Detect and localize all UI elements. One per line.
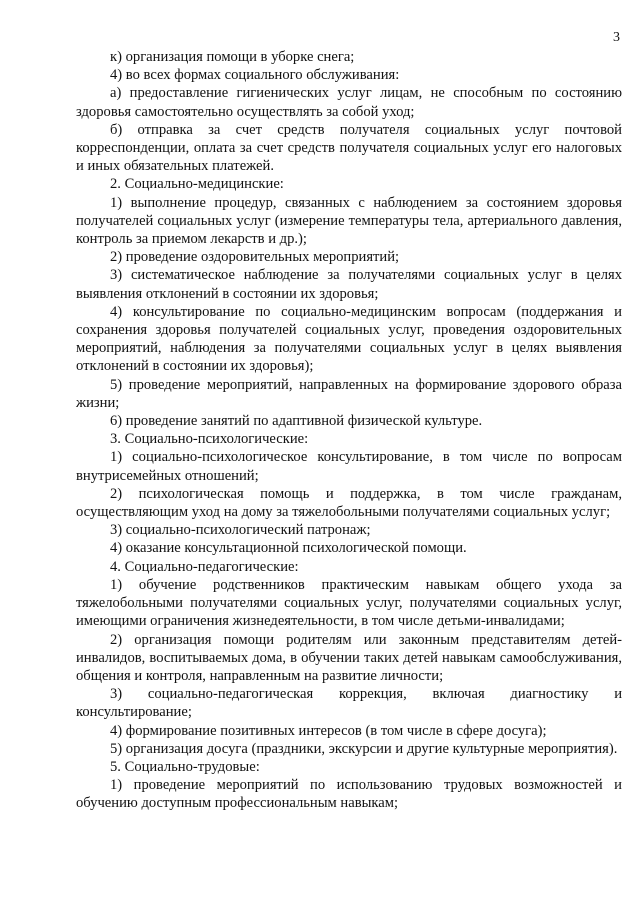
page-number: 3 [613, 30, 620, 45]
paragraph-pedagogical-1: 1) обучение родственников практическим навыкам общего ухода за тяжелобольными получателями социальных услуг, получателями социальных услуг, имеющими ограничения жизнедеятельности, в том числе детьми-инвалидами; [76, 576, 622, 630]
paragraph-item-k: к) организация помощи в уборке снега; [110, 49, 355, 65]
section-heading-social-pedagogical: 4. Социально-педагогические: [110, 558, 299, 575]
paragraph-medical-4: 4) консультирование по социально-медицинским вопросам (поддержания и сохранения здоровья получателей социальных услуг, проведения оздоровительных мероприятий, наблюдения за получателями социальных услуг в целях выявления отклонений в состоянии их здоровья); [76, 303, 622, 375]
paragraph-psychological-3: 3) социально-психологический патронаж; [110, 522, 371, 539]
paragraph-pedagogical-3: 3) социально-педагогическая коррекция, включая диагностику и консультирование; [76, 686, 622, 721]
paragraph-subitem-a: а) предоставление гигиенических услуг лицам, не способным по состоянию здоровья самостоятельно осуществлять за собой уход; [76, 85, 622, 120]
paragraph-subitem-b: б) отправка за счет средств получателя социальных услуг почтовой корреспонденции, оплата за счет средств получателя социальных услуг его налоговых и иных обязательных платежей. [76, 121, 622, 175]
paragraph-psychological-1: 1) социально-психологическое консультирование, в том числе по вопросам внутрисемейных отношений; [76, 449, 622, 484]
paragraph-pedagogical-5: 5) организация досуга (праздники, экскурсии и другие культурные мероприятия). [110, 740, 618, 757]
paragraph-pedagogical-2: 2) организация помощи родителям или законным представителям детей-инвалидов, воспитываемых дома, в обучении таких детей навыкам самообслуживания, общения и контроля, направленным на развитие личности; [76, 631, 622, 684]
paragraph-item-4: 4) во всех формах социального обслуживания: [110, 67, 400, 84]
section-heading-social-labor: 5. Социально-трудовые: [110, 758, 260, 775]
paragraph-pedagogical-4: 4) формирование позитивных интересов (в том числе в сфере досуга); [110, 722, 547, 739]
document-body [76, 48, 622, 813]
paragraph-medical-5: 5) проведение мероприятий, направленных на формирование здорового образа жизни; [76, 376, 622, 411]
paragraph-psychological-4: 4) оказание консультационной психологической помощи. [110, 540, 467, 557]
paragraph-medical-3: 3) систематическое наблюдение за получателями социальных услуг в целях выявления отклонений в состоянии их здоровья; [76, 267, 622, 302]
section-heading-social-medical: 2. Социально-медицинские: [110, 176, 284, 193]
paragraph-psychological-2: 2) психологическая помощь и поддержка, в том числе гражданам, осуществляющим уход на дому за тяжелобольными получателями социальных услуг; [76, 485, 622, 521]
section-heading-social-psychological: 3. Социально-психологические: [110, 431, 309, 448]
paragraph-medical-6: 6) проведение занятий по адаптивной физической культуре. [110, 413, 483, 430]
paragraph-medical-1: 1) выполнение процедур, связанных с наблюдением за состоянием здоровья получателей социальных услуг (измерение температуры тела, артериального давления, контроль за приемом лекарств и др.); [76, 194, 622, 248]
paragraph-medical-2: 2) проведение оздоровительных мероприятий; [110, 249, 400, 266]
paragraph-labor-1: 1) проведение мероприятий по использованию трудовых возможностей и обучению доступным профессиональным навыкам; [76, 777, 622, 812]
